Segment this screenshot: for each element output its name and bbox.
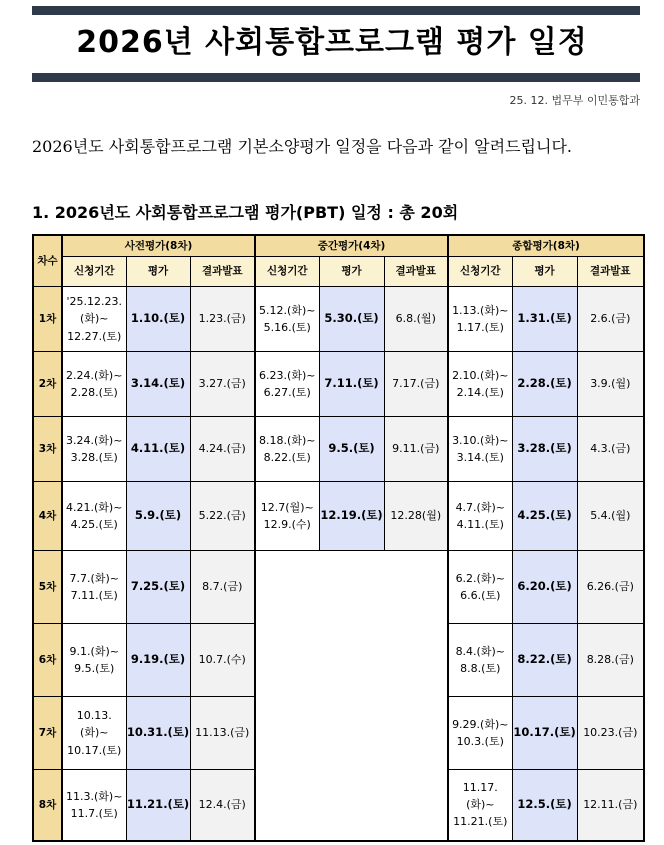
pre-evaluation-cell: 3.14.(토): [126, 352, 190, 417]
mid-evaluation-cell: 5.30.(토): [319, 287, 384, 352]
final-evaluation-cell: 8.22.(토): [512, 624, 577, 697]
round-cell: 7차: [33, 697, 62, 770]
final-evaluation-cell: 12.5.(토): [512, 770, 577, 841]
mid-empty-block: [255, 551, 448, 841]
page-title: 2026년 사회통합프로그램 평가 일정: [76, 25, 588, 60]
final-application-cell: 4.7.(화)~ 4.11.(토): [448, 482, 512, 551]
final-evaluation-cell: 3.28.(토): [512, 417, 577, 482]
final-evaluation-cell: 2.28.(토): [512, 352, 577, 417]
final-result-cell: 2.6.(금): [577, 287, 644, 352]
round-cell: 1차: [33, 287, 62, 352]
pre-application-cell: 11.3.(화)~ 11.7.(토): [62, 770, 126, 841]
pre-result-cell: 11.13.(금): [190, 697, 255, 770]
pre-application-cell: '25.12.23.(화)~ 12.27.(토): [62, 287, 126, 352]
final-result-cell: 6.26.(금): [577, 551, 644, 624]
mid-application-cell: 12.7(월)~ 12.9.(수): [255, 482, 319, 551]
final-application-cell: 1.13.(화)~ 1.17.(토): [448, 287, 512, 352]
subheader-evaluation: 평가: [512, 257, 577, 287]
final-application-cell: 3.10.(화)~ 3.14.(토): [448, 417, 512, 482]
pre-result-cell: 5.22.(금): [190, 482, 255, 551]
pre-result-cell: 12.4.(금): [190, 770, 255, 841]
schedule-table: [32, 234, 645, 842]
table-row: [33, 482, 644, 551]
mid-evaluation-cell: 9.5.(토): [319, 417, 384, 482]
final-evaluation-cell: 6.20.(토): [512, 551, 577, 624]
mid-application-cell: 6.23.(화)~ 6.27.(토): [255, 352, 319, 417]
pre-result-cell: 1.23.(금): [190, 287, 255, 352]
table-row: [33, 352, 644, 417]
section-heading: 1. 2026년도 사회통합프로그램 평가(PBT) 일정 : 총 20회: [32, 203, 459, 222]
pre-application-cell: 2.24.(화)~ 2.28.(토): [62, 352, 126, 417]
round-cell: 8차: [33, 770, 62, 841]
title-underline-rule: [32, 73, 640, 82]
final-application-cell: 11.17.(화)~ 11.21.(토): [448, 770, 512, 841]
round-cell: 4차: [33, 482, 62, 551]
pre-evaluation-cell: 10.31.(토): [126, 697, 190, 770]
final-application-cell: 6.2.(화)~ 6.6.(토): [448, 551, 512, 624]
pre-result-cell: 10.7.(수): [190, 624, 255, 697]
pre-evaluation-cell: 1.10.(토): [126, 287, 190, 352]
pre-result-cell: 3.27.(금): [190, 352, 255, 417]
final-result-cell: 8.28.(금): [577, 624, 644, 697]
pre-application-cell: 9.1.(화)~ 9.5.(토): [62, 624, 126, 697]
round-header: 차수: [33, 235, 62, 287]
final-result-cell: 5.4.(월): [577, 482, 644, 551]
pre-application-cell: 10.13.(화)~ 10.17.(토): [62, 697, 126, 770]
subheader-evaluation: 평가: [126, 257, 190, 287]
issuer-meta: 25. 12. 법무부 이민통합과: [509, 94, 640, 107]
pre-application-cell: 7.7.(화)~ 7.11.(토): [62, 551, 126, 624]
mid-result-cell: 6.8.(월): [384, 287, 448, 352]
final-application-cell: 2.10.(화)~ 2.14.(토): [448, 352, 512, 417]
pre-evaluation-cell: 9.19.(토): [126, 624, 190, 697]
final-evaluation-cell: 1.31.(토): [512, 287, 577, 352]
subheader-application: 신청기간: [448, 257, 512, 287]
intro-text: 2026년도 사회통합프로그램 기본소양평가 일정을 다음과 같이 알려드립니다.: [32, 137, 573, 156]
pre-result-cell: 4.24.(금): [190, 417, 255, 482]
pre-application-cell: 3.24.(화)~ 3.28.(토): [62, 417, 126, 482]
final-application-cell: 8.4.(화)~ 8.8.(토): [448, 624, 512, 697]
table-row: [33, 417, 644, 482]
mid-result-cell: 7.17.(금): [384, 352, 448, 417]
round-cell: 5차: [33, 551, 62, 624]
subheader-evaluation: 평가: [319, 257, 384, 287]
subheader-result: 결과발표: [384, 257, 448, 287]
group-header-final: 종합평가(8차): [448, 235, 644, 257]
final-result-cell: 4.3.(금): [577, 417, 644, 482]
table-row: [33, 287, 644, 352]
mid-evaluation-cell: 7.11.(토): [319, 352, 384, 417]
subheader-result: 결과발표: [577, 257, 644, 287]
final-application-cell: 9.29.(화)~ 10.3.(토): [448, 697, 512, 770]
pre-evaluation-cell: 4.11.(토): [126, 417, 190, 482]
group-header-pre: 사전평가(8차): [62, 235, 255, 257]
pre-evaluation-cell: 5.9.(토): [126, 482, 190, 551]
mid-application-cell: 5.12.(화)~ 5.16.(토): [255, 287, 319, 352]
mid-application-cell: 8.18.(화)~ 8.22.(토): [255, 417, 319, 482]
round-cell: 3차: [33, 417, 62, 482]
final-evaluation-cell: 4.25.(토): [512, 482, 577, 551]
subheader-application: 신청기간: [62, 257, 126, 287]
final-result-cell: 12.11.(금): [577, 770, 644, 841]
pre-evaluation-cell: 7.25.(토): [126, 551, 190, 624]
pre-application-cell: 4.21.(화)~ 4.25.(토): [62, 482, 126, 551]
top-rule: [32, 6, 640, 15]
mid-result-cell: 12.28(월): [384, 482, 448, 551]
final-result-cell: 10.23.(금): [577, 697, 644, 770]
mid-evaluation-cell: 12.19.(토): [319, 482, 384, 551]
group-header-mid: 중간평가(4차): [255, 235, 448, 257]
round-cell: 2차: [33, 352, 62, 417]
round-cell: 6차: [33, 624, 62, 697]
subheader-application: 신청기간: [255, 257, 319, 287]
subheader-result: 결과발표: [190, 257, 255, 287]
pre-result-cell: 8.7.(금): [190, 551, 255, 624]
final-evaluation-cell: 10.17.(토): [512, 697, 577, 770]
mid-result-cell: 9.11.(금): [384, 417, 448, 482]
final-result-cell: 3.9.(월): [577, 352, 644, 417]
table-row: [33, 551, 644, 624]
pre-evaluation-cell: 11.21.(토): [126, 770, 190, 841]
